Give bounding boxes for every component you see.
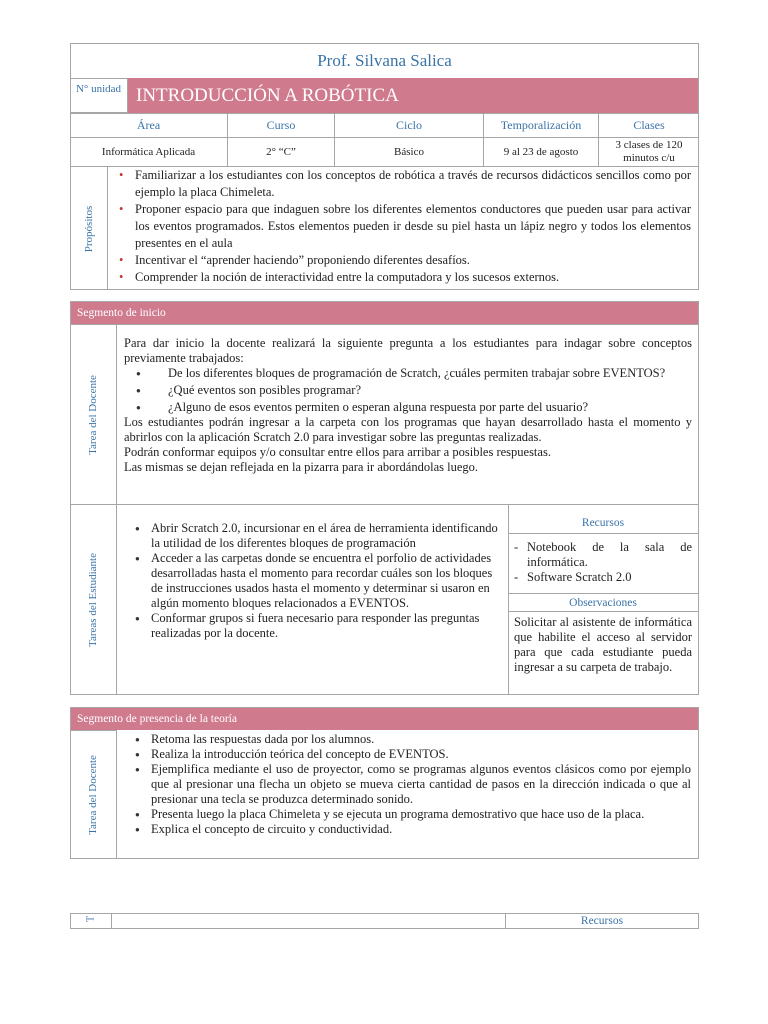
observaciones-divider-2 bbox=[509, 611, 698, 612]
next-segment-row bbox=[70, 913, 699, 929]
col-header-ciclo: Ciclo bbox=[334, 113, 484, 138]
col-header-temporalizacion: Temporalización bbox=[483, 113, 599, 138]
unit-number-label: N° unidad bbox=[75, 83, 122, 95]
estudiante-item: ● Acceder a las carpetas donde se encuentra el porfolio de actividades desarrolladas hasta el momento para recordar cuáles son los bloques de instrucciones usados hasta el momento y determinar si usaron en algún momento bloques relacionados a EVENTOS. bbox=[123, 551, 503, 611]
plan-header-block bbox=[70, 43, 699, 290]
teoria-item: ● Presenta luego la placa Chimeleta y se ejecuta un programa demostrativo que hace uso de la placa. bbox=[123, 807, 691, 822]
propositos-label-cell bbox=[70, 166, 108, 290]
segmento-teoria-block bbox=[70, 707, 699, 859]
proposito-item: • Comprender la noción de interactividad entre la computadora y los sucesos externos. bbox=[113, 269, 691, 286]
value-curso: 2° “C” bbox=[227, 137, 335, 167]
estudiante-item: ● Conformar grupos si fuera necesario para responder las preguntas realizadas por la docente. bbox=[123, 611, 503, 641]
docente-paragraph: Los estudiantes podrán ingresar a la carpeta con los programas que hayan desarrollado hasta el momento y abrirlos con la aplicación Scratch 2.0 para investigar sobre las preguntas realizadas. bbox=[124, 415, 692, 444]
docente-paragraph: Podrán conformar equipos y/o consultar entre ellos para arribar a posibles respuestas. bbox=[124, 445, 551, 459]
next-row-recursos-cell bbox=[505, 914, 698, 928]
recurso-item: - Software Scratch 2.0 bbox=[514, 570, 632, 584]
question-item: ● De los diferentes bloques de programación de Scratch, ¿cuáles permiten trabajar sobre EVENTOS? bbox=[124, 366, 692, 381]
docente-questions bbox=[124, 366, 692, 415]
docente-label: Tarea del Docente bbox=[87, 375, 99, 455]
docente-label-cell bbox=[70, 324, 117, 505]
teoria-item: ● Explica el concepto de circuito y conductividad. bbox=[123, 822, 691, 837]
teoria-docente-label-cell bbox=[70, 730, 117, 859]
recursos-list bbox=[514, 540, 692, 585]
recursos-divider bbox=[509, 533, 698, 534]
next-row-label-cell bbox=[71, 914, 112, 928]
estudiante-item: ● Abrir Scratch 2.0, incursionar en el área de herramienta identificando la utilidad de los diferentes bloques de programación bbox=[123, 521, 503, 551]
value-ciclo: Básico bbox=[334, 137, 484, 167]
docente-content bbox=[124, 336, 692, 475]
docente-intro: Para dar inicio la docente realizará la siguiente pregunta a los estudiantes para indagar sobre conceptos previamente trabajados: bbox=[124, 336, 692, 365]
docente-paragraph: Las mismas se dejan reflejada en la pizarra para ir abordándolas luego. bbox=[124, 460, 479, 474]
estudiante-list bbox=[123, 521, 503, 641]
next-row-glyph: T bbox=[85, 915, 97, 923]
col-header-area: Área bbox=[70, 113, 228, 138]
proposito-item: • Familiarizar a los estudiantes con los conceptos de robótica a través de recursos didácticos sencillos como por ejemplo la placa Chimeleta. bbox=[113, 167, 691, 201]
estudiante-label: Tareas del Estudiante bbox=[87, 553, 99, 647]
col-header-curso: Curso bbox=[227, 113, 335, 138]
unit-title: INTRODUCCIÓN A ROBÓTICA bbox=[128, 78, 698, 113]
teoria-item: ● Realiza la introducción teórica del concepto de EVENTOS. bbox=[123, 747, 691, 762]
estudiante-label-cell bbox=[70, 504, 117, 695]
proposito-item: • Incentivar el “aprender haciendo” proponiendo diferentes desafíos. bbox=[113, 252, 691, 269]
segmento-inicio-title: Segmento de inicio bbox=[71, 302, 698, 324]
question-item: ● ¿Qué eventos son posibles programar? bbox=[124, 383, 692, 398]
next-row-recursos-label: Recursos bbox=[580, 915, 624, 927]
propositos-list bbox=[113, 167, 691, 286]
question-item: ● ¿Alguno de esos eventos permiten o esperan alguna respuesta por parte del usuario? bbox=[124, 400, 692, 415]
value-clases: 3 clases de 120 minutos c/u bbox=[598, 137, 699, 167]
observaciones-text: Solicitar al asistente de informática que habilite el acceso al servidor para que cada estudiante pueda ingresar a su carpeta de trabajo. bbox=[514, 615, 692, 674]
unit-number-cell bbox=[70, 78, 128, 113]
value-temporalizacion: 9 al 23 de agosto bbox=[483, 137, 599, 167]
teoria-item: ● Retoma las respuestas dada por los alumnos. bbox=[123, 732, 691, 747]
teacher-name: Prof. Silvana Salica bbox=[317, 51, 452, 70]
teoria-item: ● Ejemplifica mediante el uso de proyector, como se programas algunos eventos clásicos como por ejemplo que al presionar una flecha un objeto se mueva cierta cantidad de pasos en la dirección indicada o que al presionar una tecla se produzca determinado sonido. bbox=[123, 762, 691, 807]
value-area: Informática Aplicada bbox=[70, 137, 228, 167]
recurso-item: - Notebook de la sala de informática. bbox=[514, 540, 692, 569]
teoria-list bbox=[123, 732, 691, 837]
observaciones-divider bbox=[509, 593, 698, 594]
recursos-header: Recursos bbox=[581, 517, 625, 529]
propositos-label: Propósitos bbox=[83, 205, 95, 253]
segmento-teoria-title: Segmento de presencia de la teoría bbox=[71, 708, 698, 730]
teoria-docente-label: Tarea del Docente bbox=[87, 755, 99, 835]
col-header-clases: Clases bbox=[598, 113, 699, 138]
observaciones-header: Observaciones bbox=[569, 597, 637, 609]
segmento-inicio-block bbox=[70, 301, 699, 695]
proposito-item: • Proponer espacio para que indaguen sobre los diferentes elementos conductores que pueden usar para activar los eventos programados. Estos elementos pueden ir desde su piel hasta un lápiz negro y todos los elementos presentes en el aula bbox=[113, 201, 691, 252]
